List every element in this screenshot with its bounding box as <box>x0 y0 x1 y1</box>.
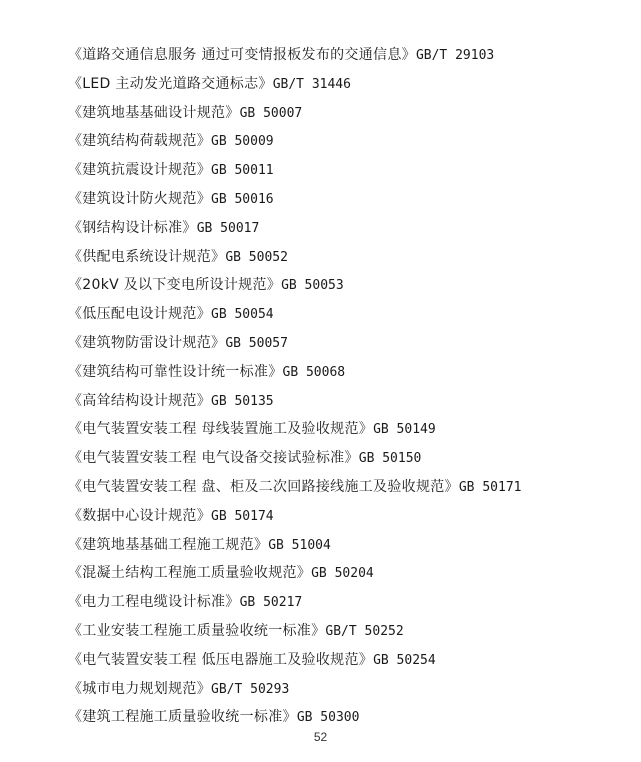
standard-item <box>68 531 628 560</box>
standard-item <box>68 243 628 272</box>
standard-item <box>68 415 628 444</box>
standard-title: 《建筑地基基础设计规范》 <box>68 104 240 121</box>
standard-code: GB 50068 <box>282 364 346 380</box>
standard-code: GB 50254 <box>373 652 436 668</box>
standard-code: GB 50052 <box>225 249 288 265</box>
page-number: 52 <box>313 730 328 744</box>
standard-item <box>68 588 628 617</box>
standard-title: 《建筑物防雷设计规范》 <box>68 334 226 351</box>
standard-code: GB 50149 <box>373 422 436 438</box>
standard-code: GB 50011 <box>211 163 274 179</box>
standard-item <box>68 185 628 214</box>
standard-title: 《混凝土结构工程施工质量验收规范》 <box>68 565 312 582</box>
standard-item <box>68 675 628 704</box>
standard-code: GB/T 29103 <box>415 48 495 63</box>
standard-item <box>68 41 628 70</box>
standard-code: GB 50217 <box>239 595 303 611</box>
standard-item <box>68 271 628 300</box>
standard-item <box>68 703 628 732</box>
standard-title: 《建筑设计防火规范》 <box>68 190 211 207</box>
standard-item <box>68 156 628 185</box>
standard-code: GB 50009 <box>211 134 274 150</box>
standard-title: 《20kV 及以下变电所设计规范》 <box>68 277 282 294</box>
standard-title: 《道路交通信息服务 通过可变情报板发布的交通信息》 <box>68 47 416 63</box>
standard-code: GB 50300 <box>296 710 360 726</box>
standard-item <box>68 127 628 156</box>
standard-title: 《建筑地基基础工程施工规范》 <box>68 536 269 553</box>
standard-code: GB 50016 <box>211 191 274 207</box>
standard-code: GB 50204 <box>311 566 374 582</box>
standard-item <box>68 559 628 588</box>
standard-title: 《建筑结构可靠性设计统一标准》 <box>68 363 283 380</box>
standard-title: 《建筑抗震设计规范》 <box>68 162 211 179</box>
standard-title: 《低压配电设计规范》 <box>68 306 211 323</box>
standard-item <box>68 617 628 646</box>
standard-code: GB/T 31446 <box>272 76 351 92</box>
standard-code: GB/T 50293 <box>211 681 290 697</box>
standard-code: GB 50054 <box>211 307 274 323</box>
standard-title: 《钢结构设计标准》 <box>68 219 197 236</box>
standard-title: 《建筑结构荷载规范》 <box>68 133 211 150</box>
standard-title: 《供配电系统设计规范》 <box>68 248 226 265</box>
standard-title: 《工业安装工程施工质量验收统一标准》 <box>68 622 326 639</box>
standard-item <box>68 502 628 531</box>
standard-title: 《电力工程电缆设计标准》 <box>68 594 240 611</box>
standard-item <box>68 358 628 387</box>
standard-item <box>68 387 628 416</box>
standard-item <box>68 70 628 99</box>
standard-code: GB 50171 <box>458 479 522 495</box>
standards-list <box>68 41 628 732</box>
standard-title: 《电气装置安装工程 电气设备交接试验标准》 <box>68 450 359 467</box>
standard-code: GB 50053 <box>281 278 344 294</box>
standard-code: GB 50007 <box>239 105 303 121</box>
standard-code: GB 51004 <box>268 537 331 553</box>
standard-item <box>68 99 628 128</box>
standard-title: 《电气装置安装工程 低压电器施工及验收规范》 <box>68 651 374 668</box>
standard-item <box>68 300 628 329</box>
standard-item <box>68 473 628 502</box>
standard-item <box>68 214 628 243</box>
standard-item <box>68 444 628 473</box>
standard-code: GB 50174 <box>211 508 274 524</box>
standard-code: GB 50150 <box>358 451 422 467</box>
standard-title: 《建筑工程施工质量验收统一标准》 <box>68 709 297 726</box>
standard-title: 《电气装置安装工程 母线装置施工及验收规范》 <box>68 421 374 438</box>
standard-code: GB/T 50252 <box>325 623 404 639</box>
standard-code: GB 50057 <box>225 335 288 351</box>
standard-code: GB 50017 <box>196 220 260 236</box>
standard-code: GB 50135 <box>211 393 274 409</box>
standard-item <box>68 329 628 358</box>
standard-title: 《数据中心设计规范》 <box>68 507 211 524</box>
standard-item <box>68 646 628 675</box>
standard-title: 《城市电力规划规范》 <box>68 680 211 697</box>
standard-title: 《电气装置安装工程 盘、柜及二次回路接线施工及验收规范》 <box>68 478 459 495</box>
standard-title: 《高耸结构设计规范》 <box>68 392 211 409</box>
standard-title: 《LED 主动发光道路交通标志》 <box>68 75 273 92</box>
